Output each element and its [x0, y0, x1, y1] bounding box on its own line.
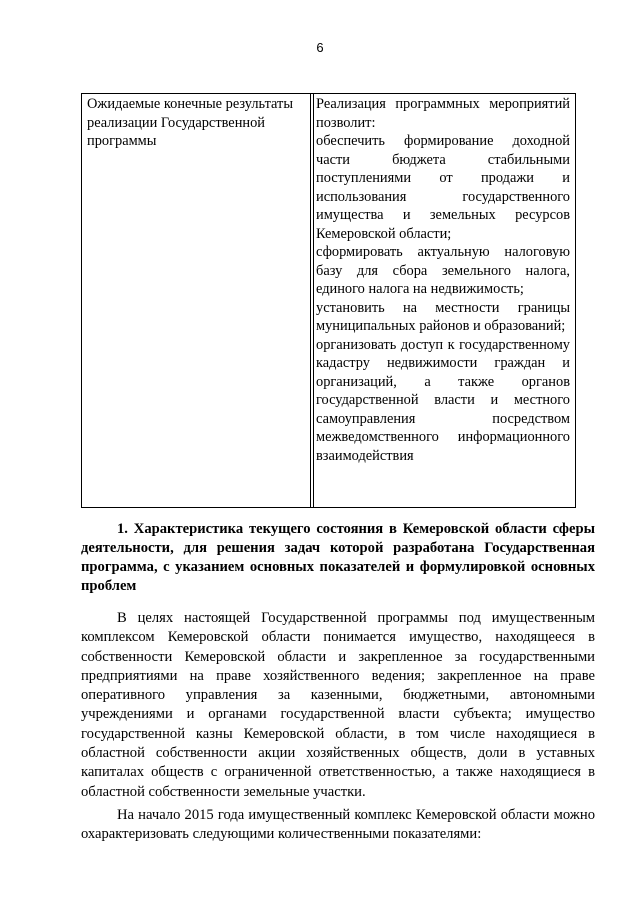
value-line-intro: Реализация программных мероприятий позволит: [316, 96, 570, 131]
row-value-cell [311, 94, 576, 508]
row-value-text [316, 95, 570, 465]
program-passport-table [81, 93, 576, 508]
body-paragraph-1: В целях настоящей Государственной программы под имущественным комплексом Кемеровской области понимается имущество, находящееся в собственности Кемеровской области и закрепленное за государственными предприятиями на праве хозяйственного ведения; закрепленное на праве оперативного управления за казенными, бюджетными, автономными учреждениями и органами государственной власти субъекта; имущество государственной казны Кемеровской области, в том числе находящиеся в областной собственности акции хозяйственных обществ, доли в уставных капиталах обществ с ограниченной ответственностью, а также находящиеся в областной собственности земельные участки. [81, 610, 595, 800]
page-number: 6 [316, 40, 324, 55]
table-row [82, 94, 576, 508]
value-line-borders: установить на местности границы муниципальных районов и образований; [316, 299, 570, 334]
value-line-cadastre-access: организовать доступ к государственному кадастру недвижимости граждан и организаций, а также органов государственной власти и местного самоуправления посредством межведомственного информационного взаимодействия [316, 336, 570, 464]
row-label-cell [82, 94, 311, 508]
row-label: Ожидаемые конечные результаты реализации Государственной программы [87, 96, 294, 149]
body-paragraph-2: На начало 2015 года имущественный комплекс Кемеровской области можно охарактеризовать следующими количественными показателями: [81, 807, 595, 843]
value-line-budget: обеспечить формирование доходной части бюджета стабильными поступлениями от продажи и использования государственного имущества и земельных ресурсов Кемеровской области; [316, 133, 570, 242]
section-heading: 1. Характеристика текущего состояния в Кемеровской области сферы деятельности, для решения задач которой разработана Государственная программа, с указанием основных показателей и формулировкой основных проблем [81, 521, 595, 594]
value-line-tax-base: сформировать актуальную налоговую базу для сбора земельного налога, единого налога на недвижимость; [316, 244, 570, 297]
